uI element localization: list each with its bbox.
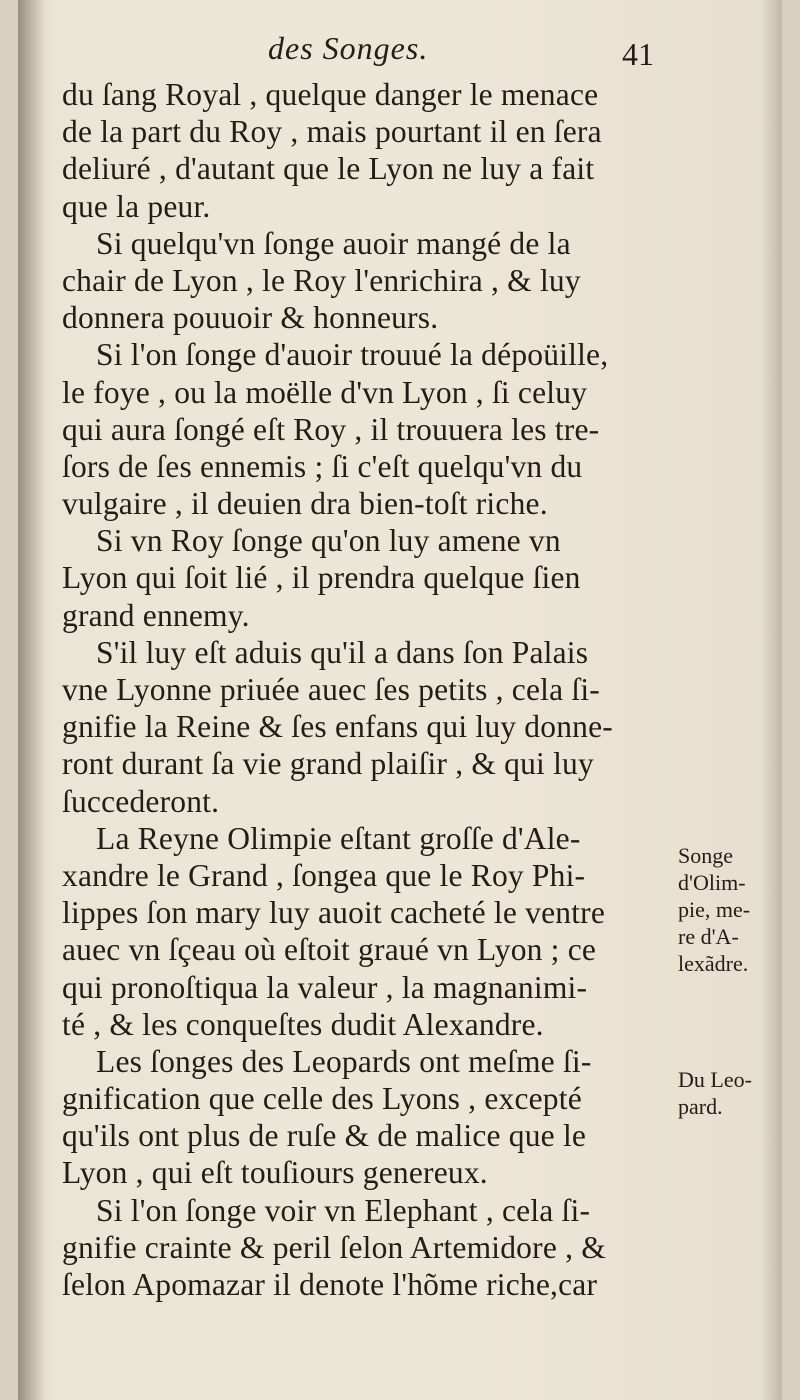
text-line: de la part du Roy , mais pourtant il en ſera [62,114,602,150]
text-line: ſelon Apomazar il denote l'hõme riche,car [62,1267,598,1302]
text-line: vulgaire , il deuien dra bien-toſt riche. [62,486,548,522]
text-line: du ſang Royal , quelque danger le menace [62,77,599,112]
body-text [62,76,672,1303]
margin-note-leopard [678,1066,788,1120]
text-line: Les ſonges des Leopards ont meſme ſi- [96,1043,592,1079]
text-line: gnifie la Reine & ſes enfans qui luy donne- [62,709,613,745]
text-line: qu'ils ont plus de ruſe & de malice que le [62,1118,587,1154]
text-line: lippes ſon mary luy auoit cacheté le ventre [62,895,606,931]
margin-note-line: lexãdre. [678,951,749,976]
text-line: deliuré , d'autant que le Lyon ne luy a fait [62,151,595,187]
text-line: vne Lyonne priuée auec ſes petits , cela ſi- [62,672,600,707]
text-line: ront durant ſa vie grand plaiſir , & qui luy [62,746,594,782]
text-line: xandre le Grand , ſongea que le Roy Phi- [62,857,586,893]
margin-note-line: d'Olim- [678,870,746,895]
gutter-shadow [18,0,46,1400]
text-line: qui pronoſtiqua la valeur , la magnanimi- [62,969,588,1005]
margin-note-line: Songe [678,843,733,868]
text-line: que la peur. [62,188,211,224]
text-line: chair de Lyon , le Roy l'enrichira , & luy [62,262,581,298]
text-line: S'il luy eſt aduis qu'il a dans ſon Palais [96,634,589,670]
margin-note-line: pie, me- [678,897,751,922]
page-number: 41 [622,36,654,72]
margin-note-olimpie [678,842,788,977]
text-line: le foye , ou la moëlle d'vn Lyon , ſi celuy [62,374,588,410]
text-line: ſuccederont. [62,783,220,819]
text-line: ſors de ſes ennemis ; ſi c'eſt quelqu'vn du [62,448,583,484]
text-line: gnification que celle des Lyons , excepté [62,1081,582,1117]
text-line: Si quelqu'vn ſonge auoir mangé de la [96,225,571,261]
text-line: Si l'on ſonge d'auoir trouué la dépoüille, [96,337,609,373]
margin-note-line: re d'A- [678,924,739,949]
text-line: Lyon qui ſoit lié , il prendra quelque ſien [62,560,581,596]
text-line: gnifie crainte & peril ſelon Artemidore , & [62,1229,606,1265]
text-line: donnera pouuoir & honneurs. [62,300,439,336]
text-line: Si l'on ſonge voir vn Elephant , cela ſi- [96,1192,591,1228]
text-line: té , & les conqueſtes dudit Alexandre. [62,1006,544,1042]
text-line: grand ennemy. [62,597,250,633]
margin-note-line: Du Leo- [678,1067,752,1092]
page-edge-shadow [760,0,782,1400]
text-line: Si vn Roy ſonge qu'on luy amene vn [96,523,561,559]
text-line: auec vn ſçeau où eſtoit graué vn Lyon ; ce [62,932,597,968]
text-line: La Reyne Olimpie eſtant groſſe d'Ale- [96,820,581,856]
running-head: des Songes. [268,30,429,66]
margin-note-line: pard. [678,1094,723,1119]
text-line: qui aura ſongé eſt Roy , il trouuera les tre- [62,411,600,447]
text-line: Lyon , qui eſt touſiours genereux. [62,1155,488,1191]
